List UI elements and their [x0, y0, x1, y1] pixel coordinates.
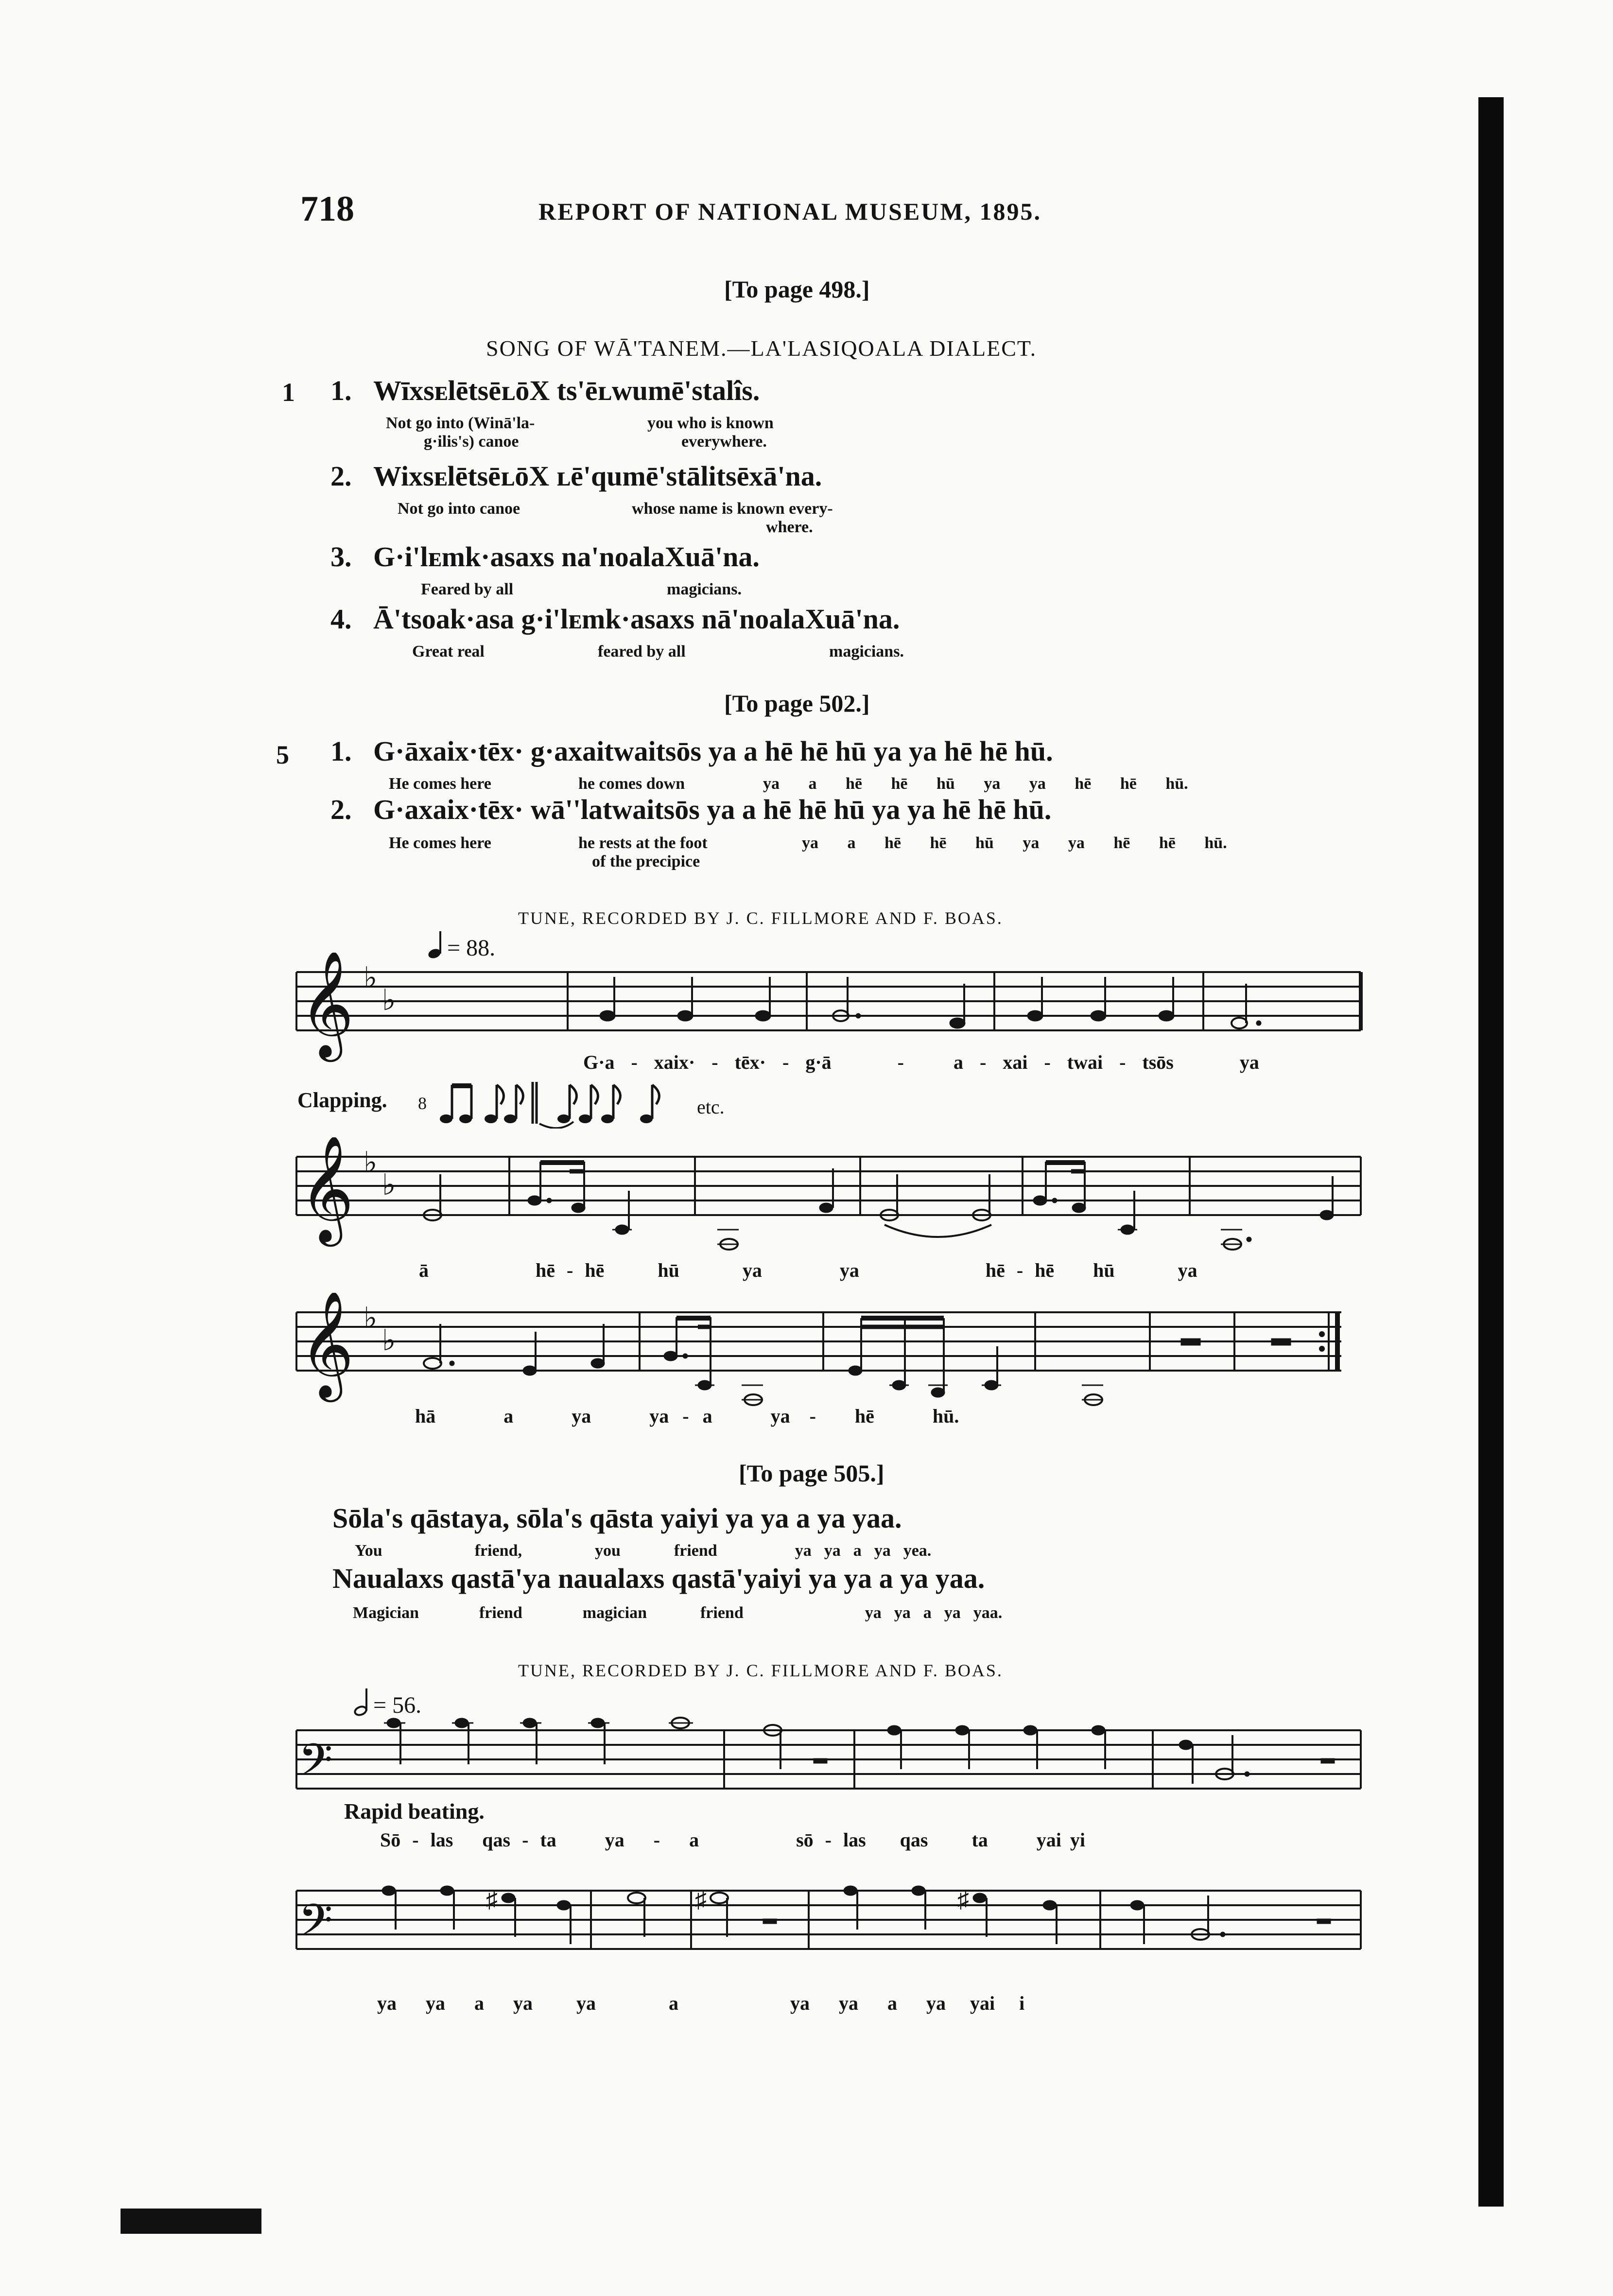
- verse-1-number: 1.: [330, 375, 352, 406]
- verse-3-gloss-2: magicians.: [667, 580, 742, 598]
- line-marker-1: 1: [282, 378, 295, 407]
- tune-heading-2: TUNE, RECORDED BY J. C. FILLMORE AND F. BOAS.: [518, 1661, 1003, 1680]
- song2-verse-2-gloss-syllables: ya a hē hē hū ya ya hē hē hū.: [802, 834, 1227, 852]
- svg-text:♭: ♭: [382, 1169, 396, 1201]
- svg-text:♭: ♭: [364, 962, 378, 994]
- verse-1-text: WīxsᴇlētsēʟōX ts'ēʟwumē'stalîs.: [373, 375, 760, 406]
- song3-line-2-gloss: Magician friend magician friend ya ya a ya yaa.: [353, 1604, 1003, 1622]
- page-number: 718: [300, 189, 354, 229]
- verse-4-gloss: Great real: [412, 643, 485, 661]
- music-staff-3: [292, 1293, 1370, 1419]
- song3-line-1-gloss: You friend, you friend ya ya a ya yea.: [355, 1542, 932, 1560]
- etc-label: etc.: [697, 1096, 725, 1118]
- song2-verse-1-number: 1.: [330, 735, 352, 767]
- tune-heading-1: TUNE, RECORDED BY J. C. FILLMORE AND F. BOAS.: [518, 908, 1003, 928]
- rapid-beating-label: Rapid beating.: [344, 1799, 485, 1824]
- song2-verse-1-gloss-syllables: ya a hē hē hū ya ya hē hē hū.: [763, 775, 1188, 793]
- scan-edge-mark: [121, 2209, 261, 2234]
- lyrics-line-3: hā a ya ya - a ya - hē hū.: [415, 1405, 959, 1427]
- tempo-mark-56: = 56.: [354, 1687, 421, 1719]
- svg-text:♭: ♭: [364, 1147, 378, 1179]
- verse-4-gloss-2: feared by all: [598, 643, 686, 661]
- song2-verse-2-gloss-a: He comes here: [389, 834, 491, 852]
- verse-4-gloss-3: magicians.: [829, 643, 904, 661]
- verse-1-gloss: Not go into (Winā'la- g·ilis's) canoe: [386, 414, 535, 451]
- line-marker-5: 5: [276, 740, 289, 769]
- song3-line-2: Naualaxs qastā'ya naualaxs qastā'yaiyi ya ya a ya yaa.: [332, 1563, 985, 1594]
- page-reference-502: [To page 502.]: [724, 690, 870, 717]
- song2-verse-2-gloss-b: he rests at the foot of the precipice: [578, 834, 708, 870]
- svg-text:♯: ♯: [957, 1887, 969, 1913]
- music-staff-4: [292, 1706, 1370, 1813]
- verse-4-number: 4.: [330, 603, 352, 635]
- song2-verse-2-number: 2.: [330, 794, 352, 825]
- clapping-rhythm-notes: [418, 1075, 690, 1129]
- verse-3-number: 3.: [330, 541, 352, 573]
- song-title: SONG OF WĀ'TANEM.—LA'LASIQOALA DIALECT.: [486, 336, 1037, 361]
- svg-text:♭: ♭: [364, 1302, 378, 1334]
- lyrics-line-4: Sō - las qas - ta ya - a sō - las qas ta yai yi: [380, 1829, 1086, 1851]
- running-head: REPORT OF NATIONAL MUSEUM, 1895.: [538, 198, 1042, 225]
- verse-2-number: 2.: [330, 460, 352, 492]
- lyrics-line-2: ā hē - hē hū ya ya hē - hē hū ya: [419, 1259, 1197, 1281]
- tempo-mark-88: = 88.: [428, 930, 495, 961]
- verse-3-gloss: Feared by all: [421, 580, 514, 598]
- svg-text:♭: ♭: [382, 984, 396, 1016]
- music-staff-2: [292, 1137, 1370, 1264]
- svg-text:8: 8: [418, 1094, 427, 1113]
- svg-text:𝄞: 𝄞: [299, 1293, 354, 1397]
- song2-verse-2-text: G·axaix·tēx· wā''latwaitsōs ya a hē hē hū ya ya hē hē hū.: [373, 794, 1052, 825]
- verse-2-gloss-2: whose name is known every- where.: [632, 500, 833, 536]
- page-header: [300, 189, 1151, 227]
- verse-2-text: WixsᴇlētsēʟōX ʟē'qumē'stālitsēxā'na.: [373, 460, 822, 492]
- clapping-label: Clapping.: [297, 1088, 387, 1112]
- lyrics-line-1: G·a - xaix· - tēx· - g·ā - a - xai - twai - tsōs ya: [583, 1051, 1259, 1073]
- svg-text:♯: ♯: [695, 1887, 707, 1913]
- verse-2-gloss: Not go into canoe: [398, 500, 520, 518]
- music-staff-5: [292, 1866, 1370, 1973]
- page-reference-505: [To page 505.]: [739, 1460, 885, 1487]
- lyrics-line-5: ya ya a ya ya a ya ya a ya yai i: [377, 1992, 1025, 2014]
- song3-line-1: Sōla's qāstaya, sōla's qāsta yaiyi ya ya a ya yaa.: [332, 1502, 902, 1534]
- verse-1-gloss-2: you who is known everywhere.: [647, 414, 774, 451]
- verse-4-text: Ā'tsoak·asa g·i'lᴇmk·asaxs nā'noalaXuā'na.: [373, 603, 900, 635]
- song2-verse-1-text: G·āxaix·tēx· g·axaitwaitsōs ya a hē hē hū ya ya hē hē hū.: [373, 735, 1053, 767]
- song2-verse-1-gloss-b: he comes down: [578, 775, 685, 793]
- svg-text:𝄢: 𝄢: [298, 1734, 333, 1796]
- song2-verse-1-gloss-a: He comes here: [389, 775, 491, 793]
- svg-text:♭: ♭: [382, 1324, 396, 1357]
- verse-3-text: G·i'lᴇmk·asaxs na'noalaXuā'na.: [373, 541, 760, 573]
- page-reference-498: [To page 498.]: [724, 276, 870, 303]
- page-binding-shadow: [1478, 97, 1504, 2207]
- svg-text:𝄞: 𝄞: [299, 953, 354, 1057]
- svg-text:♯: ♯: [486, 1887, 498, 1913]
- svg-text:𝄢: 𝄢: [298, 1895, 333, 1957]
- svg-text:𝄞: 𝄞: [299, 1137, 354, 1242]
